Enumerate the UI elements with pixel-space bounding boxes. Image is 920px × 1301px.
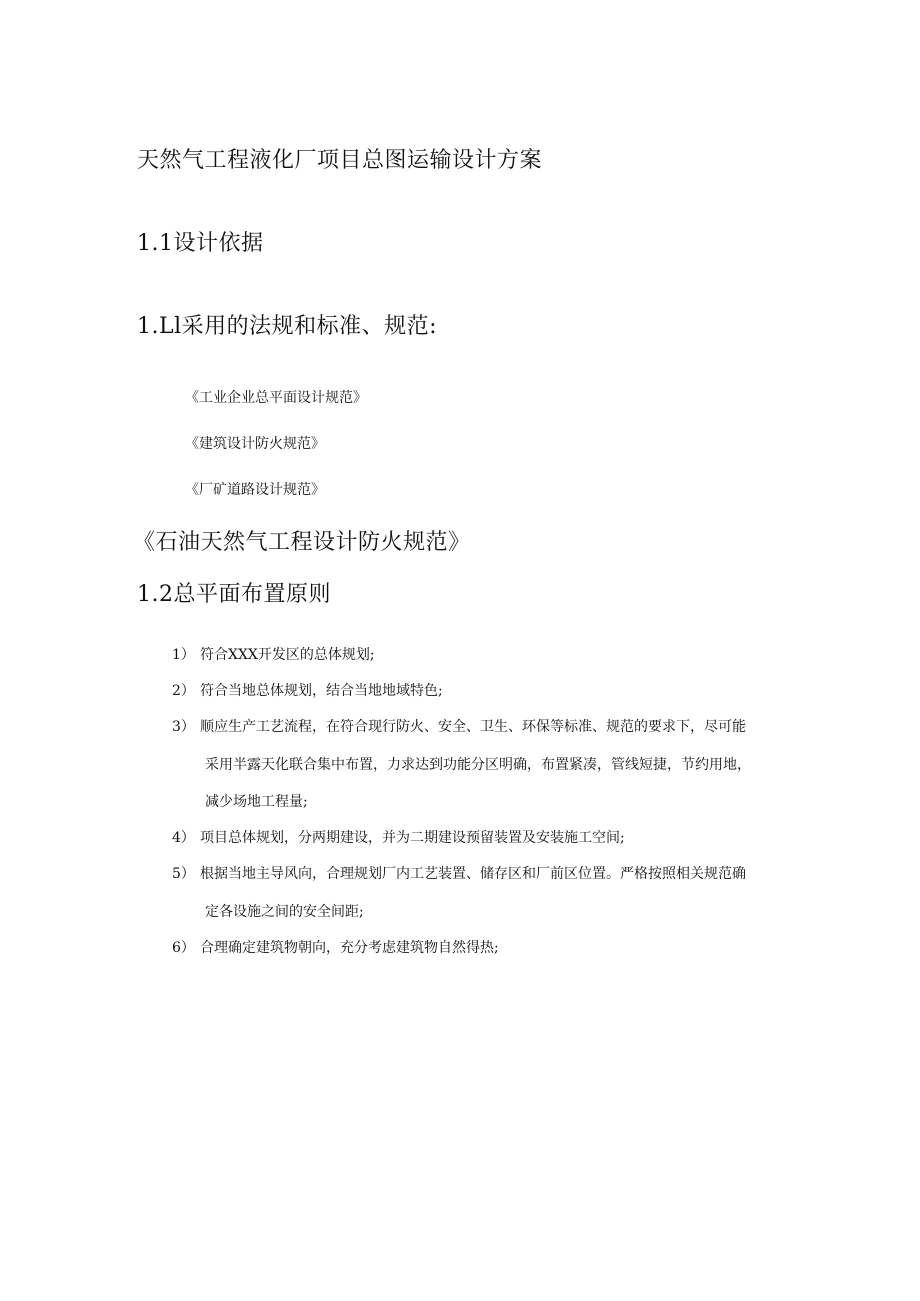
principle-continuation: 定各设施之间的安全间距; — [205, 904, 364, 920]
principle-text: 项目总体规划，分两期建设，并为二期建设预留装置及安装施工空间; — [200, 830, 625, 846]
principle-number: 6） — [172, 940, 195, 956]
document-title: 天然气工程液化厂项目总图运输设计方案 — [137, 148, 543, 173]
principle-text: 根据当地主导风向，合理规划厂内工艺装置、储存区和厂前区位置。严格按照相关规范确 — [200, 866, 746, 882]
principle-number: 2） — [172, 683, 195, 699]
principle-number: 3） — [172, 719, 195, 735]
principle-number: 4） — [172, 830, 195, 846]
principle-text: 顺应生产工艺流程，在符合现行防火、安全、卫生、环保等标准、规范的要求下，尽可能 — [200, 719, 746, 735]
reference-item-large: 《石油天然气工程设计防火规范》 — [133, 530, 471, 555]
section-heading-1-1: 1.1设计依据 — [137, 231, 264, 256]
section-heading-1-1-1: 1.Ll采用的法规和标准、规范: — [137, 314, 438, 339]
reference-item: 《厂矿道路设计规范》 — [185, 482, 325, 498]
section-heading-1-2: 1.2总平面布置原则 — [137, 582, 331, 607]
principle-continuation: 减少场地工程量; — [205, 794, 308, 810]
principle-continuation: 采用半露天化联合集中布置，力求达到功能分区明确，布置紧凑，管线短捷，节约用地， — [205, 757, 751, 773]
reference-item: 《工业企业总平面设计规范》 — [185, 390, 367, 406]
principle-text: 符合XXX开发区的总体规划; — [200, 647, 375, 663]
reference-item: 《建筑设计防火规范》 — [185, 436, 325, 452]
principle-text: 合理确定建筑物朝向，充分考虑建筑物自然得热; — [200, 940, 499, 956]
principle-number: 1） — [172, 647, 195, 663]
principle-text: 符合当地总体规划，结合当地地域特色; — [200, 683, 443, 699]
principle-number: 5） — [172, 866, 195, 882]
